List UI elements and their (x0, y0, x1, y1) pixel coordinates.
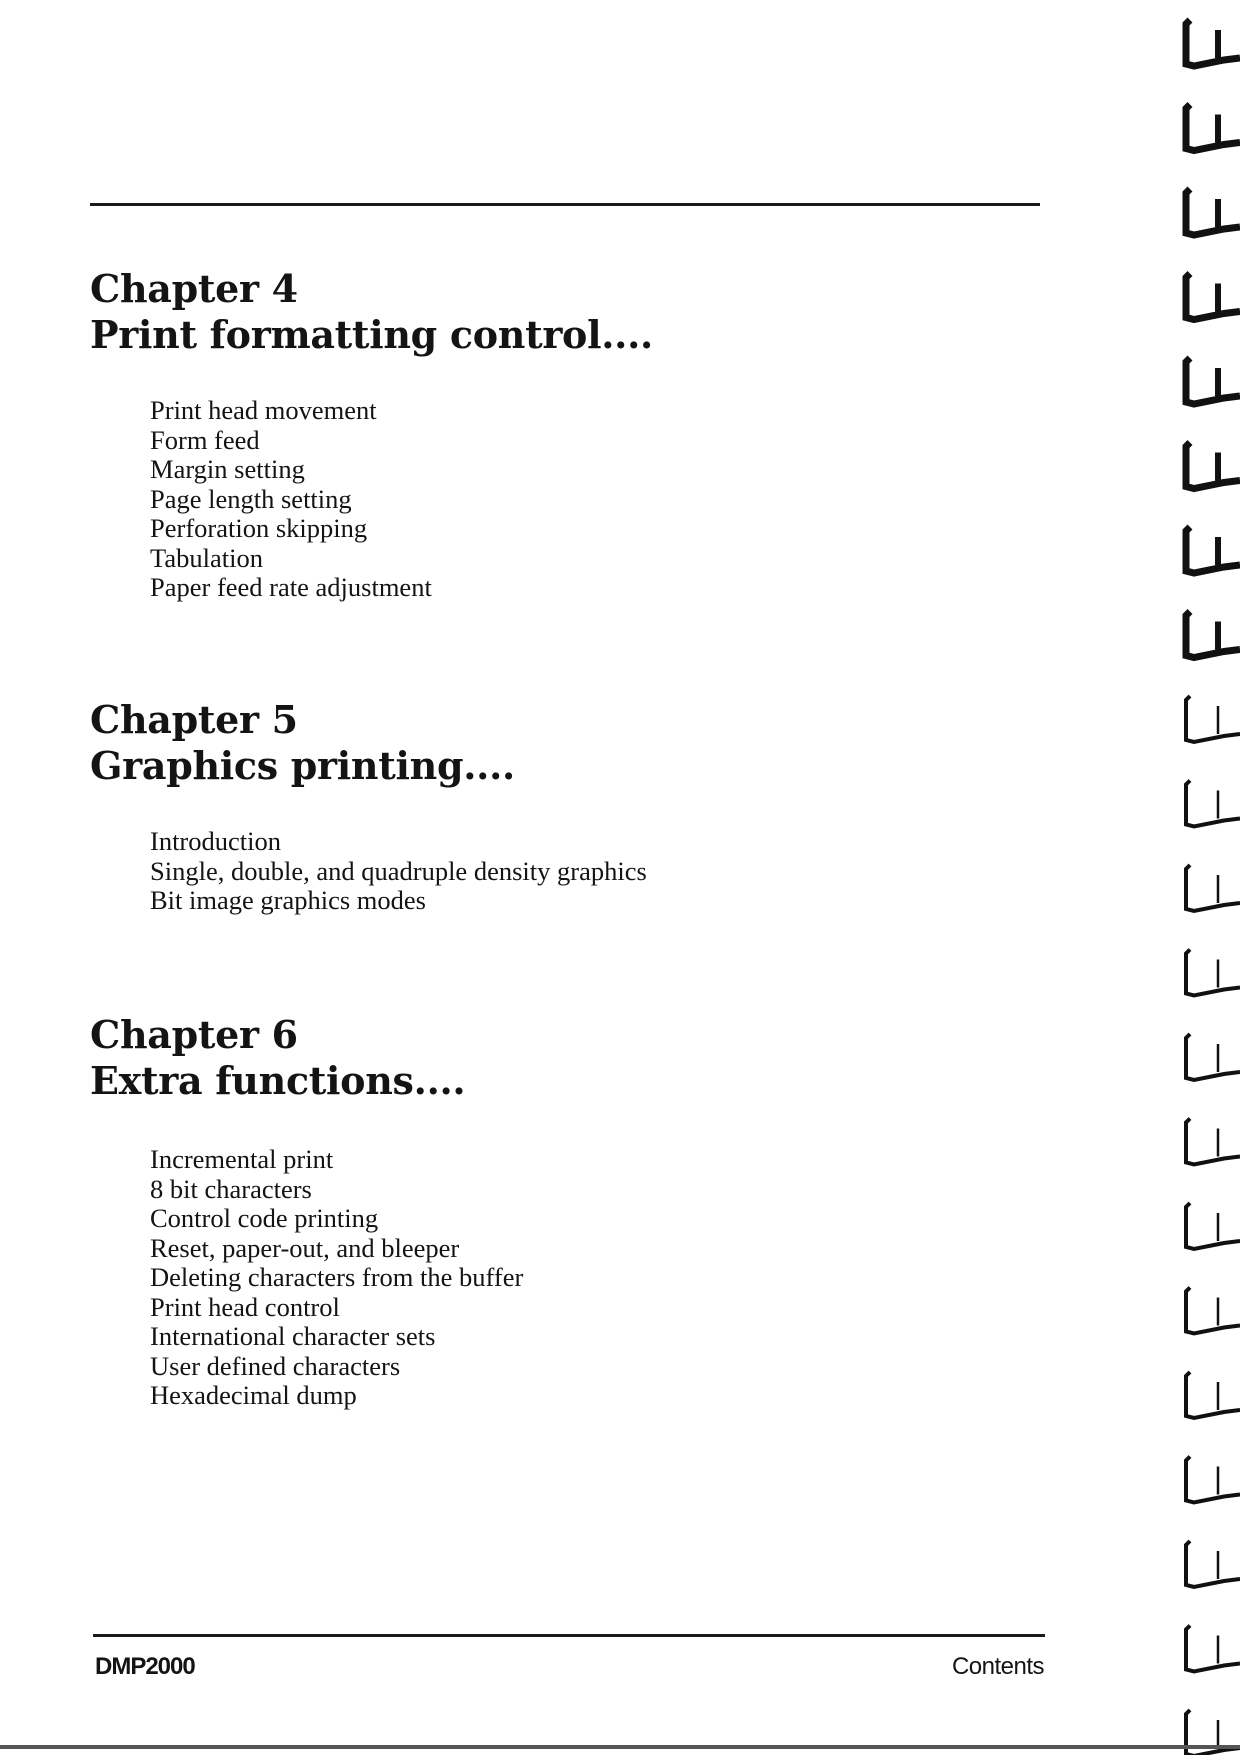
binding-loop (1186, 1457, 1240, 1503)
binding-loop (1186, 1626, 1240, 1672)
topic-item: Print head movement (150, 395, 377, 425)
binding-loop (1186, 1203, 1240, 1249)
binding-loop (1186, 274, 1240, 320)
binding-loop (1186, 1541, 1240, 1587)
chapter-number: Chapter 4 (90, 266, 298, 311)
topic-item: Bit image graphics modes (150, 885, 426, 915)
chapter-topic-list (150, 1145, 523, 1411)
top-rule (90, 203, 1040, 206)
binding-loop (1186, 527, 1240, 573)
binding-loop (1186, 612, 1240, 658)
chapter-topic-list (150, 827, 647, 916)
page-bottom-edge (0, 1745, 1240, 1749)
binding-loop (1186, 443, 1240, 489)
binding-loop (1186, 105, 1240, 151)
topic-item: Tabulation (150, 542, 263, 573)
topic-item: User defined characters (150, 1350, 401, 1381)
topic-item: Incremental print (150, 1144, 334, 1174)
binding-loop (1186, 358, 1240, 404)
binding-loop (1186, 781, 1240, 827)
binding-loop (1186, 1288, 1240, 1334)
chapter-5-section (90, 697, 990, 915)
topic-item: Form feed (150, 424, 260, 455)
binding-loop (1186, 696, 1240, 742)
binding-loop (1186, 1372, 1240, 1418)
topic-item: Deleting characters from the buffer (150, 1262, 524, 1292)
chapter-4-section (90, 266, 990, 602)
bottom-rule (93, 1634, 1045, 1637)
spiral-binding (1160, 0, 1240, 1755)
chapter-title: Graphics printing.... (90, 743, 515, 788)
topic-item: Control code printing (150, 1203, 379, 1233)
topic-item: Margin setting (150, 454, 305, 484)
binding-loop (1186, 865, 1240, 911)
topic-item: Single, double, and quadruple density graphics (150, 855, 647, 886)
footer-model-name: DMP2000 (95, 1653, 195, 1680)
topic-item: 8 bit characters (150, 1173, 312, 1204)
binding-loop (1186, 1034, 1240, 1080)
topic-item: Print head control (150, 1291, 340, 1322)
chapter-6-section (90, 1012, 990, 1410)
topic-item: Perforation skipping (150, 513, 368, 543)
binding-loop (1186, 20, 1240, 66)
chapter-topic-list (150, 396, 432, 603)
chapter-number: Chapter 6 (90, 1012, 298, 1057)
binding-loop (1186, 950, 1240, 996)
topic-item: Hexadecimal dump (150, 1380, 357, 1410)
chapter-title: Print formatting control.... (90, 312, 653, 357)
chapter-title: Extra functions.... (90, 1058, 466, 1103)
binding-loop (1186, 189, 1240, 235)
topic-item: Paper feed rate adjustment (150, 572, 432, 602)
topic-item: International character sets (150, 1321, 436, 1351)
topic-item: Page length setting (150, 483, 352, 514)
binding-loop (1186, 1119, 1240, 1165)
footer-section-name: Contents (951, 1653, 1044, 1680)
topic-item: Introduction (150, 826, 281, 856)
chapter-number: Chapter 5 (90, 697, 298, 742)
topic-item: Reset, paper-out, and bleeper (150, 1232, 460, 1263)
